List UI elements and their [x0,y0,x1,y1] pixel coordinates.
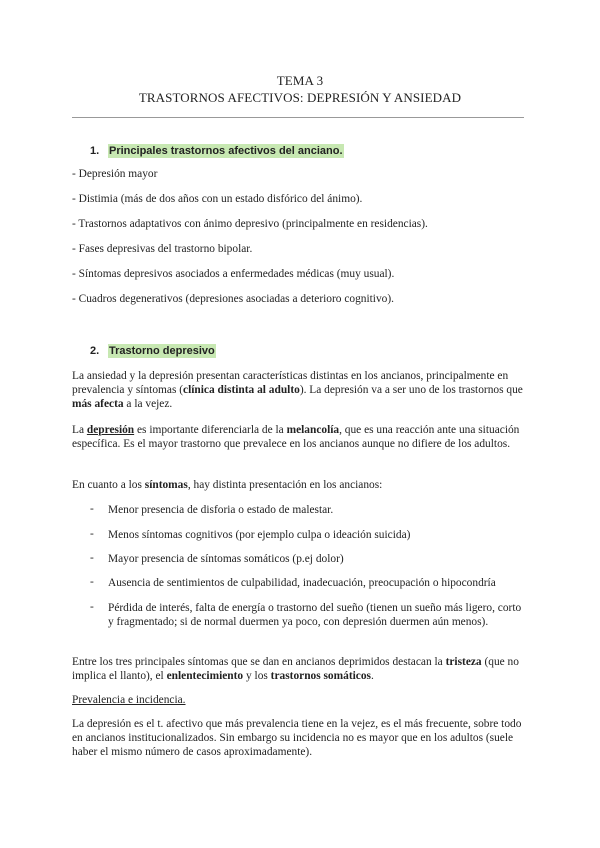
text-run: ). La depresión va a ser uno de los trastornos que [299,384,523,396]
bold-text: clínica distinta al adulto [183,384,300,396]
text-run: , que es una reacción ante una situación específica. Es el mayor trastorno que prevalece en los ancianos aunque no difiere de los adultos. [72,424,520,450]
list-item: - Distimia (más de dos años con un estado disfórico del ánimo). [72,193,363,205]
paragraph-2 [72,423,524,451]
document-title [0,72,600,106]
topic-number: TEMA 3 [276,73,324,88]
topic-subtitle: TRASTORNOS AFECTIVOS: DEPRESIÓN Y ANSIEDAD [138,90,462,105]
bullet-item: Menos síntomas cognitivos (por ejemplo culpa o ideación suicida) [108,529,411,541]
bullet-item: Menor presencia de disforia o estado de malestar. [108,504,334,516]
section-1-number: 1. [90,145,100,157]
text-run: (que no implica el llanto), el [72,656,519,682]
bold-text: melancolía [286,424,340,436]
list-item: - Cuadros degenerativos (depresiones asociadas a deterioro cognitivo). [72,293,394,305]
bold-text: más afecta [72,398,124,410]
bullet-item: Ausencia de sentimientos de culpabilidad, inadecuación, preocupación o hipocondría [108,577,496,589]
bullet-item: Pérdida de interés, falta de energía o trastorno del sueño (tienen un sueño más ligero, corto y fragmentado; si de normal duermen ya poco, con depresión duermen aún menos). [108,602,522,628]
bold-underlined-text: depresión [86,424,135,436]
section-1-title: Principales trastornos afectivos del anciano. [109,145,343,157]
text-run: a la vejez. [123,398,173,410]
bullet-mark: - [90,503,94,515]
bullet-mark: - [90,552,94,564]
paragraph-1 [72,369,524,411]
list-item: - Fases depresivas del trastorno bipolar. [72,243,253,255]
list-item: - Trastornos adaptativos con ánimo depresivo (principalmente en residencias). [72,218,428,230]
bullet-mark: - [90,576,94,588]
bullet-mark: - [90,601,94,613]
title-divider [72,117,524,118]
section-2-number: 2. [90,345,100,357]
text-run: y los [243,670,271,682]
paragraph-5: La depresión es el t. afectivo que más prevalencia tiene en la vejez, es el más frecuente, sobre todo en ancianos institucionalizados. Sin embargo su incidencia no es mayor que en los adultos (suele haber el mismo número de casos aproximadamente). [72,718,522,758]
bullet-mark: - [90,528,94,540]
bullet-item: Mayor presencia de síntomas somáticos (p.ej dolor) [108,553,344,565]
bold-text: trastornos somáticos [270,670,371,682]
list-item: - Síntomas depresivos asociados a enfermedades médicas (muy usual). [72,268,395,280]
paragraph-3 [72,478,524,492]
text-run: La ansiedad y la depresión presentan características distintas en los ancianos, principalmente en prevalencia y síntomas ( [72,370,509,396]
text-run: . [370,670,374,682]
bold-text: síntomas [144,479,188,491]
section-2-title: Trastorno depresivo [109,345,215,357]
text-run: En cuanto a los [72,479,145,491]
text-run: , hay distinta presentación en los ancianos: [187,479,383,491]
subheading-prevalencia: Prevalencia e incidencia. [72,694,186,706]
section-2-heading [90,345,216,357]
text-run: es importante diferenciarla de la [134,424,287,436]
paragraph-4 [72,655,524,683]
text-run: Entre los tres principales síntomas que se dan en ancianos deprimidos destacan la [72,656,446,668]
bold-text: enlentecimiento [166,670,244,682]
section-1-heading [90,145,344,157]
bold-text: tristeza [445,656,482,668]
text-run: La [72,424,87,436]
list-item: - Depresión mayor [72,168,158,180]
